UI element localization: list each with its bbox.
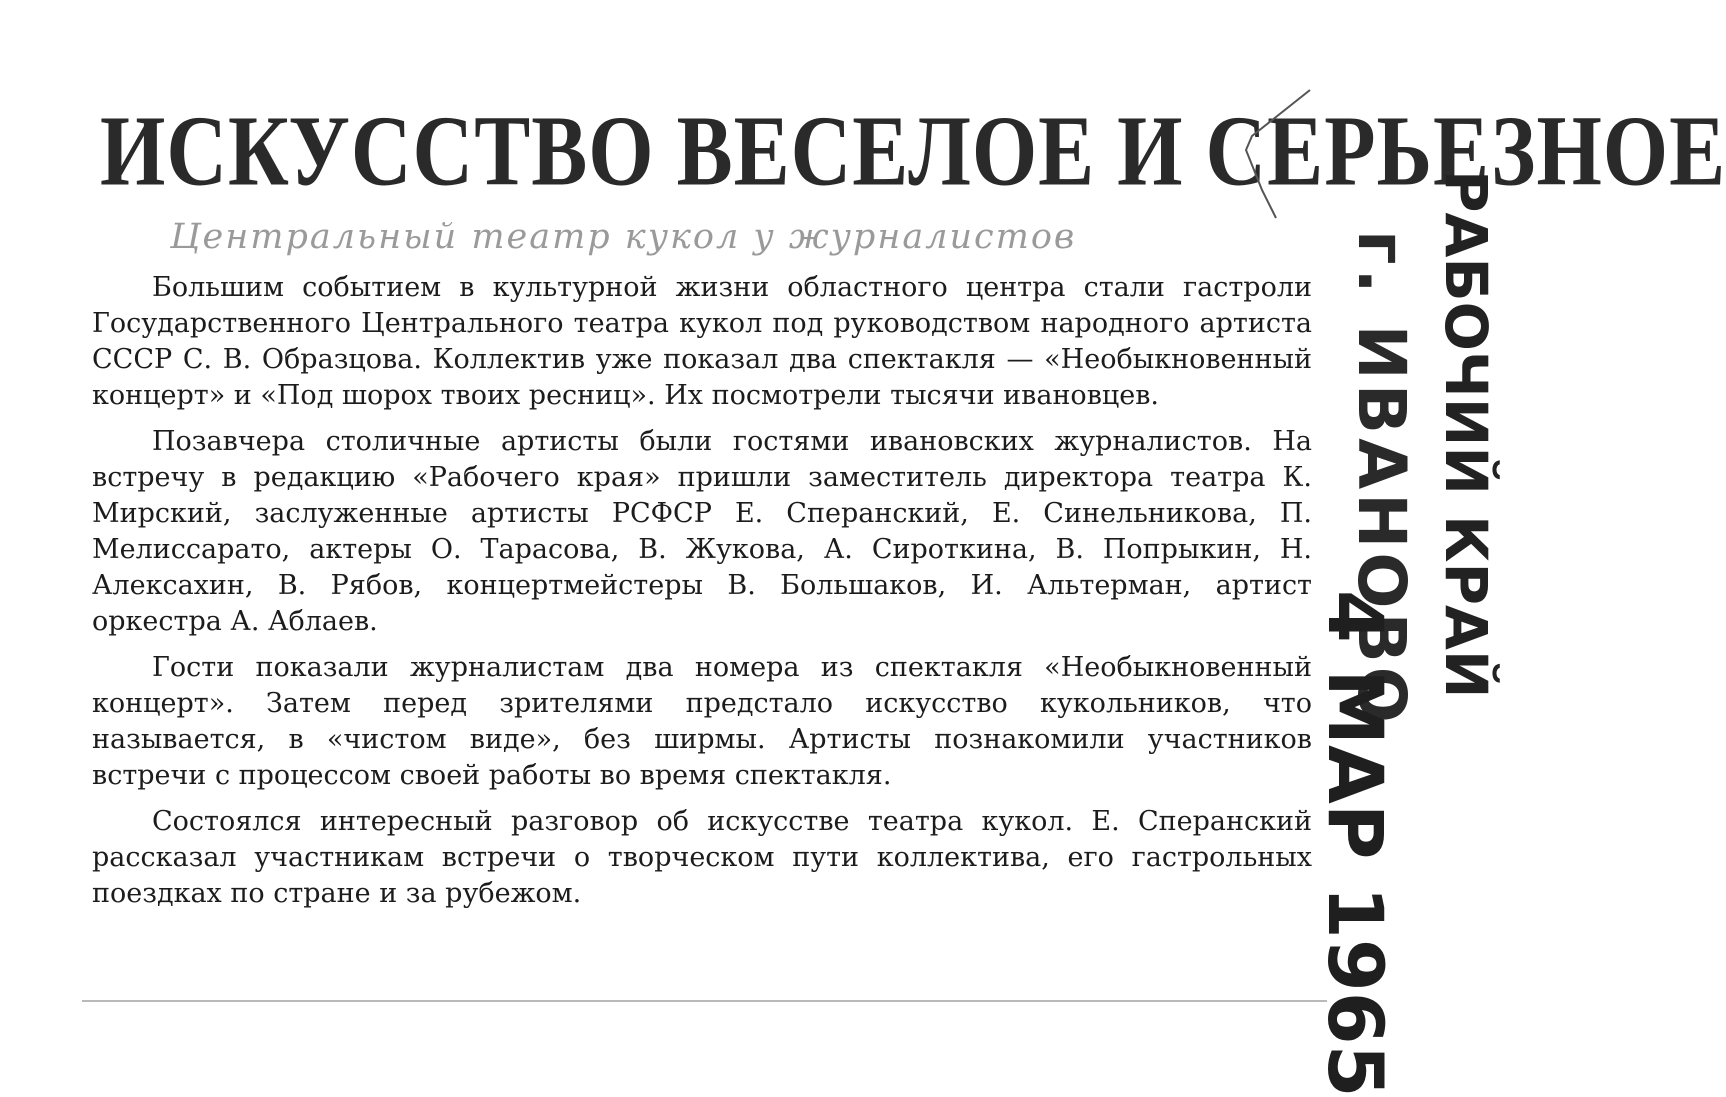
article-paragraph: Позавчера столичные артисты были гостями ивановских журналистов. На встречу в редакцию «Рабочего края» пришли заместитель директора театра К. Мирский, заслуженные артисты РСФСР Е. Сперанский, Е. Синельникова, П. Мелиссарато, актеры О. Тарасова, В. Жукова, А. Сироткина, В. Попрыкин, Н. Алексахин, В. Рябов, концертмейстеры В. Большаков, И. Альтерман, артист оркестра А. Аблаев. [92, 426, 1312, 637]
city-stamp [1343, 230, 1421, 727]
article-paragraph: Состоялся интересный разговор об искусстве театра кукол. Е. Сперанский рассказал участникам встречи о творческом пути коллектива, его гастрольных поездках по стране и за рубежом. [92, 806, 1312, 909]
article-subtitle: Центральный театр кукол у журналистов [170, 217, 1077, 257]
article-paragraph: Гости показали журналистам два номера из спектакля «Необыкновенный концерт». Затем перед зрителями предстало искусство кукольников, что называется, в «чистом виде», без ширмы. Артисты познакомили участников встречи с процессом своей работы во время спектакля. [92, 652, 1312, 791]
pencil-check-mark [1232, 86, 1312, 226]
newspaper-name-text: РАБОЧИЙ КРАЙ [1432, 170, 1500, 699]
article-body [92, 270, 1312, 922]
newspaper-name-stamp [1432, 170, 1501, 699]
clipping-edge [82, 1000, 1327, 1002]
city-stamp-text: г. ИВАНОВО [1343, 230, 1420, 727]
article-paragraph: Большим событием в культурной жизни областного центра стали гастроли Государственного Центрального театра кукол под руководством народного артиста СССР С. В. Образцова. Коллектив уже показал два спектакля — «Необыкновенный концерт» и «Под шорох твоих ресниц». Их посмотрели тысячи ивановцев. [92, 272, 1312, 411]
date-stamp-text: 4 МАР 1965 [1311, 590, 1400, 1097]
date-stamp [1311, 590, 1401, 1097]
article-headline: ИСКУССТВО ВЕСЕЛОЕ И СЕРЬЕЗНОЕ [100, 95, 1726, 208]
